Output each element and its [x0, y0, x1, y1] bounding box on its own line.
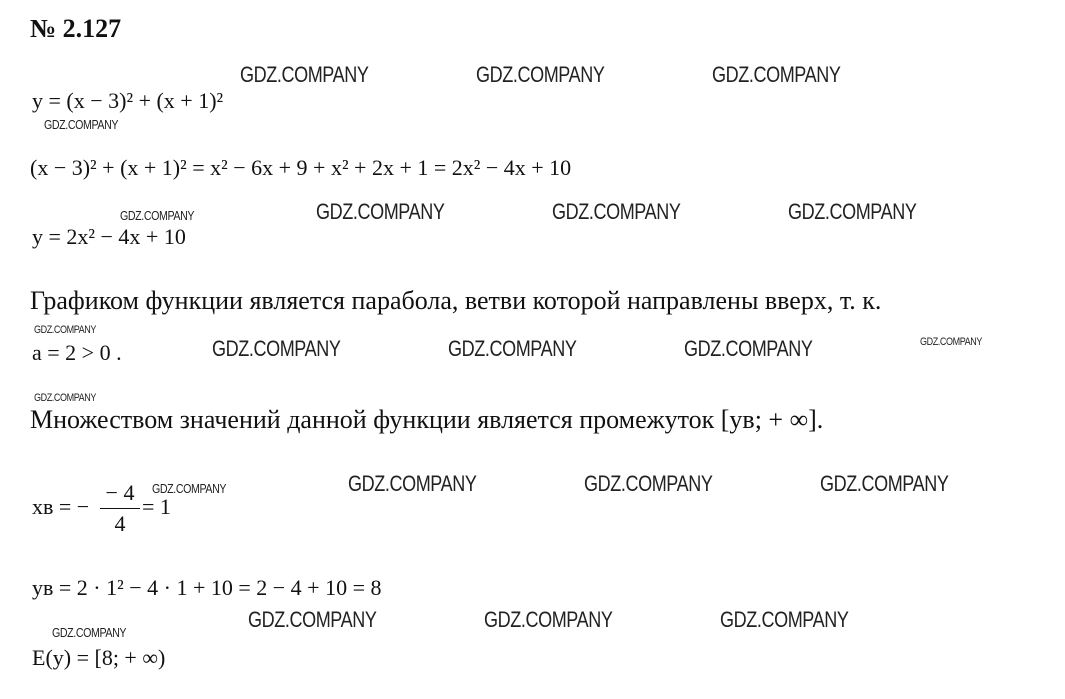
vertex-x-value: = 1 — [142, 494, 171, 519]
watermark: GDZ.COMPANY — [684, 336, 813, 361]
watermark: GDZ.COMPANY — [820, 471, 949, 496]
watermark: GDZ.COMPANY — [34, 324, 96, 336]
problem-number: № 2.127 — [30, 14, 122, 43]
watermark: GDZ.COMPANY — [476, 62, 605, 87]
watermark: GDZ.COMPANY — [240, 62, 369, 87]
watermark: GDZ.COMPANY — [44, 117, 119, 132]
watermark: GDZ.COMPANY — [52, 625, 127, 640]
watermark: GDZ.COMPANY — [152, 481, 227, 496]
range-result: E(y) = [8; + ∞) — [32, 645, 166, 670]
watermark: GDZ.COMPANY — [120, 208, 195, 223]
watermark: GDZ.COMPANY — [212, 336, 341, 361]
parabola-statement: Графиком функции является парабола, ветви которой направлены вверх, т. к. — [30, 286, 882, 315]
fraction-denominator: 4 — [114, 511, 126, 536]
range-statement: Множеством значений данной функции является промежуток [yв; + ∞]. — [30, 405, 824, 434]
function-definition: y = (x − 3)² + (x + 1)² — [32, 88, 224, 113]
expansion-equation: (x − 3)² + (x + 1)² = x² − 6x + 9 + x² + 2x + 1 = 2x² − 4x + 10 — [30, 155, 572, 180]
watermark: GDZ.COMPANY — [316, 199, 445, 224]
watermark: GDZ.COMPANY — [712, 62, 841, 87]
watermark: GDZ.COMPANY — [584, 471, 713, 496]
watermark: GDZ.COMPANY — [920, 336, 982, 348]
fraction-numerator: − 4 — [105, 480, 135, 505]
watermark: GDZ.COMPANY — [788, 199, 917, 224]
watermark: GDZ.COMPANY — [720, 607, 849, 632]
watermark: GDZ.COMPANY — [248, 607, 377, 632]
vertex-x-label: xв = − — [32, 494, 90, 519]
watermark: GDZ.COMPANY — [484, 607, 613, 632]
watermark: GDZ.COMPANY — [552, 199, 681, 224]
coefficient-condition: a = 2 > 0 . — [32, 340, 122, 365]
watermark: GDZ.COMPANY — [448, 336, 577, 361]
fraction-bar — [100, 508, 140, 509]
watermark: GDZ.COMPANY — [348, 471, 477, 496]
watermark: GDZ.COMPANY — [34, 392, 96, 404]
vertex-y-computation: yв = 2 · 1² − 4 · 1 + 10 = 2 − 4 + 10 = 8 — [32, 575, 382, 600]
simplified-function: y = 2x² − 4x + 10 — [32, 224, 186, 249]
vertex-x-fraction — [100, 480, 140, 537]
